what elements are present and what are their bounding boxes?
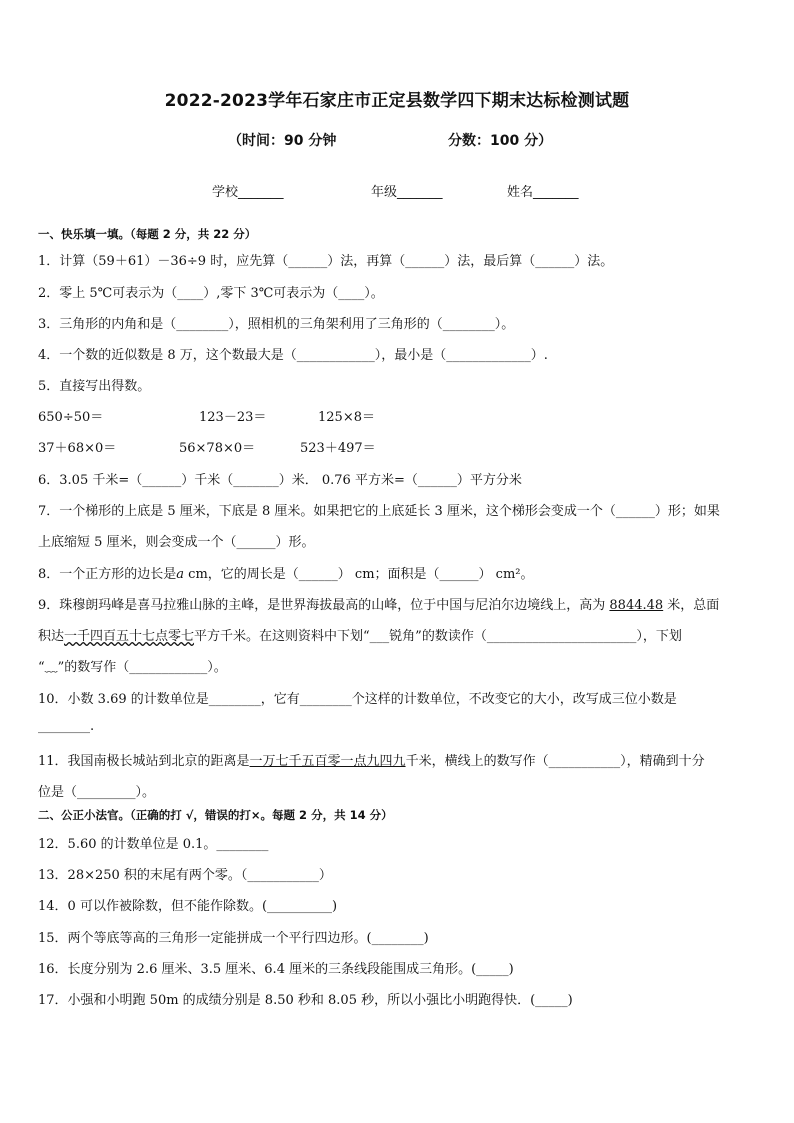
- variable-a: a: [176, 567, 185, 582]
- total-score: 分数：100 分）: [448, 133, 553, 149]
- question-11-line-1: [38, 750, 705, 769]
- question-12: 12．5.60 的计数单位是 0.1。________: [38, 837, 269, 852]
- question-10-line-2: ________.: [38, 719, 95, 734]
- question-3: 3．三角形的内角和是（________），照相机的三角架利用了三角形的（________）。: [38, 317, 515, 332]
- underlined-number: 一万七千五百零一点九四九: [249, 754, 406, 769]
- question-17: 17．小强和小明跑 50m 的成绩分别是 8.50 秒和 8.05 秒，所以小强比小明跑得快．(_____): [38, 993, 573, 1008]
- question-7-line-2: 上底缩短 5 厘米，则会变成一个（______）形。: [38, 535, 315, 550]
- exam-meta: [0, 130, 794, 150]
- wavy-underlined-number: 一千四百五十七点零七: [64, 629, 195, 644]
- question-9-line-3: “﹏”的数写作（____________）。: [38, 660, 227, 675]
- calc-item: 56×78×0＝: [179, 441, 256, 456]
- calc-item: 37＋68×0＝: [38, 441, 117, 456]
- question-14: 14．0 可以作被除数，但不能作除数。(__________): [38, 899, 338, 914]
- calc-item: 123－23＝: [199, 410, 267, 425]
- question-13: 13．28×250 积的末尾有两个零。（___________）: [38, 868, 332, 883]
- name-field: 姓名_______: [507, 185, 579, 200]
- section-heading: 一、快乐填一填。（每题 2 分，共 22 分）: [38, 227, 257, 241]
- page-title: 2022-2023学年石家庄市正定县数学四下期末达标检测试题: [164, 91, 630, 111]
- calc-item: 650÷50＝: [38, 410, 104, 425]
- underlined-number: 8844.48: [609, 598, 664, 613]
- calc-item: 523＋497＝: [300, 441, 376, 456]
- school-field: 学校_______: [212, 185, 284, 200]
- grade-field: 年级_______: [371, 185, 443, 200]
- question-11-text: 11．我国南极长城站到北京的距离是: [38, 754, 250, 769]
- question-11-text: 千米，横线上的数写作（___________），精确到十分: [405, 754, 705, 769]
- question-15: 15．两个等底等高的三角形一定能拼成一个平行四边形。(________): [38, 931, 429, 946]
- question-9-text: 米，总面: [663, 598, 720, 613]
- question-8: [38, 563, 533, 582]
- question-7-line-1: 7．一个梯形的上底是 5 厘米，下底是 8 厘米。如果把它的上底延长 3 厘米，这个梯形会变成一个（______）形；如果: [38, 504, 720, 519]
- question-11-line-2: 位是（_________）。: [38, 785, 156, 800]
- question-5: 5．直接写出得数。: [38, 379, 151, 394]
- question-9-text: 积达: [38, 629, 65, 644]
- question-9-line-2: [38, 625, 682, 644]
- question-8-text-b: cm，它的周长是（______） cm；面积是（______） cm²。: [184, 567, 534, 582]
- question-9-text: 9．珠穆朗玛峰是喜马拉雅山脉的主峰，是世界海拔最高的山峰，位于中国与尼泊尔边境线上，高为: [38, 598, 610, 613]
- question-9-text: 平方千米。在这则资料中下划“___锐角”的数读作（_______________________），下划: [194, 629, 682, 644]
- section-heading: 二、公正小法官。（正确的打 √，错误的打×。每题 2 分，共 14 分）: [38, 808, 393, 822]
- question-16: 16．长度分别为 2.6 厘米、3.5 厘米、6.4 厘米的三条线段能围成三角形。(_____): [38, 962, 514, 977]
- question-4: 4．一个数的近似数是 8 万，这个数最大是（____________），最小是（_____________）.: [38, 348, 548, 363]
- question-10-line-1: 10．小数 3.69 的计数单位是________，它有________个这样的计数单位，不改变它的大小，改写成三位小数是: [38, 692, 677, 707]
- student-info: [0, 181, 794, 201]
- question-1: 1．计算（59＋61）－36÷9 时，应先算（______）法，再算（______）法，最后算（______）法。: [38, 254, 614, 269]
- question-6: 6．3.05 千米=（______）千米（_______）米． 0.76 平方米=（______）平方分米: [38, 473, 522, 488]
- question-9-line-1: [38, 594, 719, 613]
- question-8-text-a: 8．一个正方形的边长是: [38, 567, 177, 582]
- time-limit: （时间：90 分钟: [228, 133, 337, 149]
- calc-item: 125×8＝: [318, 410, 375, 425]
- question-2: 2．零上 5℃可表示为（____）,零下 3℃可表示为（____）。: [38, 286, 384, 301]
